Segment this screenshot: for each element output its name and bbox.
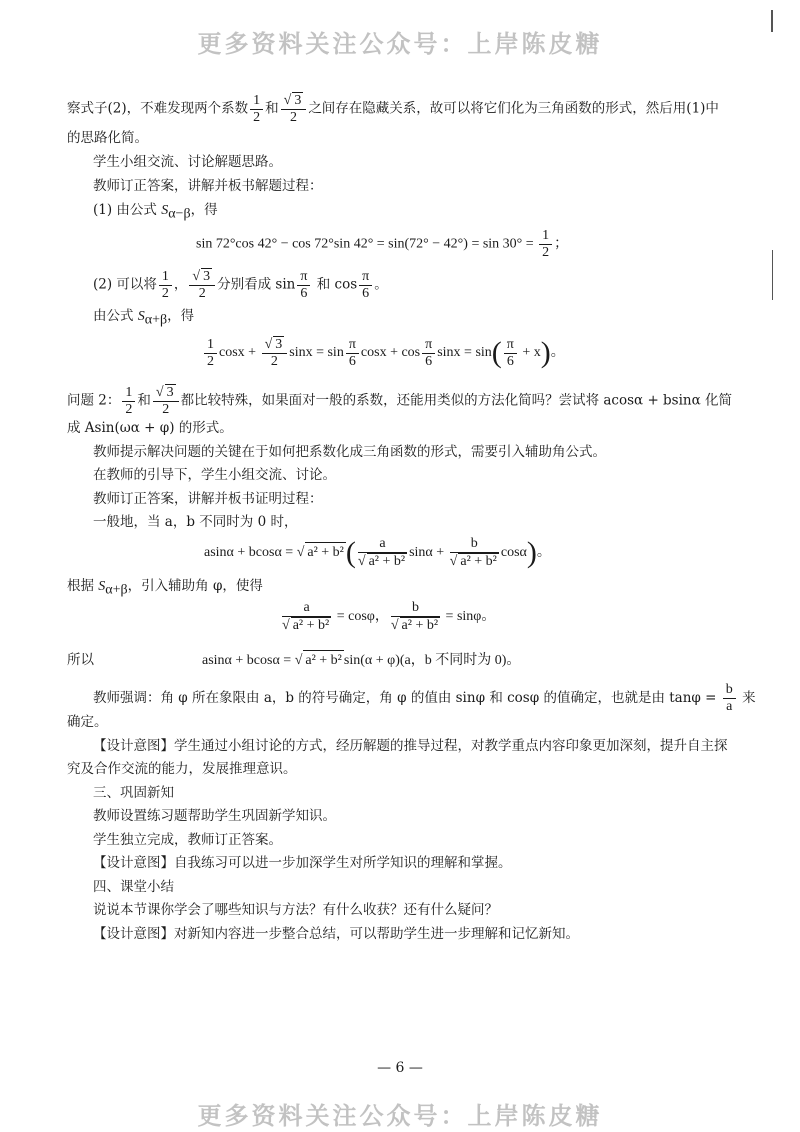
- paragraph-line: 成 Asin(ωα + φ) 的形式。: [67, 420, 233, 436]
- scan-mark: [771, 10, 773, 32]
- paragraph-line: 一般地，当 a，b 不同时为 0 时，: [93, 514, 298, 530]
- paragraph-line: 学生独立完成，教师订正答案。: [93, 832, 282, 848]
- fraction: $\frac{√ 3}{2}$: [281, 92, 307, 126]
- paragraph-line: 在教师的引导下，学生小组交流、讨论。: [93, 467, 336, 483]
- equation-1: sin 72°cos 42° − cos 72°sin 42° = sin(72° − 42°) = sin 30° = $\frac{1}{2}$ ；: [196, 228, 569, 260]
- equation-5: 所以: [67, 652, 94, 668]
- scan-mark: [772, 250, 773, 300]
- page-number: — 6 —: [377, 1060, 423, 1076]
- paragraph-line: 确定。: [67, 714, 108, 730]
- text: 之间存在隐藏关系，故可以将它们化为三角函数的形式，然后用(1)中: [308, 100, 719, 117]
- watermark-bottom: 更多资料关注公众号：上岸陈皮糖: [197, 1102, 603, 1130]
- text: 察式子(2)，不难发现两个系数: [67, 100, 249, 117]
- paragraph-line: 教师强调：角 φ 所在象限由 a，b 的符号确定，角 φ 的值由 sinφ 和 cosφ 的值确定，也就是由 tanφ = $\frac{b}{a}$ 来: [93, 682, 756, 714]
- design-intent-cont: 究及合作交流的能力，发展推理意识。: [67, 761, 297, 777]
- step-line: (2) 可以将 $\frac{1}{2}$ ， $\frac{√ 3}{2}$ 分别看成 sin $\frac{\pi}{6}$ 和 cos $\frac{\pi}{6}$ 。: [93, 268, 388, 301]
- paragraph-line: 教师设置练习题帮助学生巩固新学知识。: [93, 808, 336, 824]
- paragraph-line: 的思路化简。: [67, 130, 148, 146]
- paragraph-line: [67, 92, 719, 126]
- paragraph-line: 教师提示解决问题的关键在于如何把系数化成三角函数的形式，需要引入辅助角公式。: [93, 444, 606, 460]
- design-intent: 【设计意图】对新知内容进一步整合总结，可以帮助学生进一步理解和记忆新知。: [93, 926, 579, 942]
- paragraph-line: 根据 $S_{\alpha+\beta}$，引入辅助角 φ，使得: [67, 578, 263, 598]
- question-line: 问题 2： $\frac{1}{2}$ 和 $\frac{√ 3}{2}$ 都比较特殊，如果面对一般的系数，还能用类似的方法化简吗？尝试将 acosα + bsinα 化简: [67, 384, 733, 417]
- paragraph-line: 教师订正答案，讲解并板书解题过程：: [93, 178, 323, 194]
- design-intent: 【设计意图】自我练习可以进一步加深学生对所学知识的理解和掌握。: [93, 855, 512, 871]
- paragraph-line: 教师订正答案，讲解并板书证明过程：: [93, 491, 323, 507]
- equation-4: $\frac{a}{\text{√ a² + b²}}$ = cosφ， $\frac{b}{\text{√ a² + b²}}$ = sinφ。: [282, 600, 496, 633]
- design-intent: 【设计意图】学生通过小组讨论的方式，经历解题的推导过程，对教学重点内容印象更加深刻，提升自主探: [93, 738, 728, 754]
- equation-3: asinα + bcosα = √ a² + b²( $\frac{a}{\text{√ a² + b²}}$ sinα + $\frac{b}{\text{√ a² + b²}}$ cosα)。: [204, 536, 551, 569]
- paragraph-line: 学生小组交流、讨论解题思路。: [93, 154, 282, 170]
- fraction: $\frac{1}{2}$: [250, 93, 263, 126]
- step-line: 由公式 $S_{\alpha+\beta}$，得: [93, 308, 195, 328]
- equation-2: $\frac{1}{2}$ cosx + $\frac{√ 3}{2}$ sinx = sin $\frac{\pi}{6}$ cosx + cos $\frac{\pi}{6}$ sinx = sin( $\frac{\pi}{6}$ + x)。: [202, 336, 565, 370]
- step-line: (1) 由公式 $S_{\alpha-\beta}$，得: [93, 202, 218, 222]
- section-heading: 三、巩固新知: [93, 785, 174, 801]
- text: 和: [265, 100, 279, 117]
- watermark-top: 更多资料关注公众号：上岸陈皮糖: [197, 30, 603, 58]
- section-heading: 四、课堂小结: [93, 879, 174, 895]
- paragraph-line: 说说本节课你学会了哪些知识与方法？有什么收获？还有什么疑问？: [93, 902, 498, 918]
- equation-5-body: asinα + bcosα = √ a² + b² sin(α + φ)(a，b 不同时为 0)。: [202, 650, 520, 671]
